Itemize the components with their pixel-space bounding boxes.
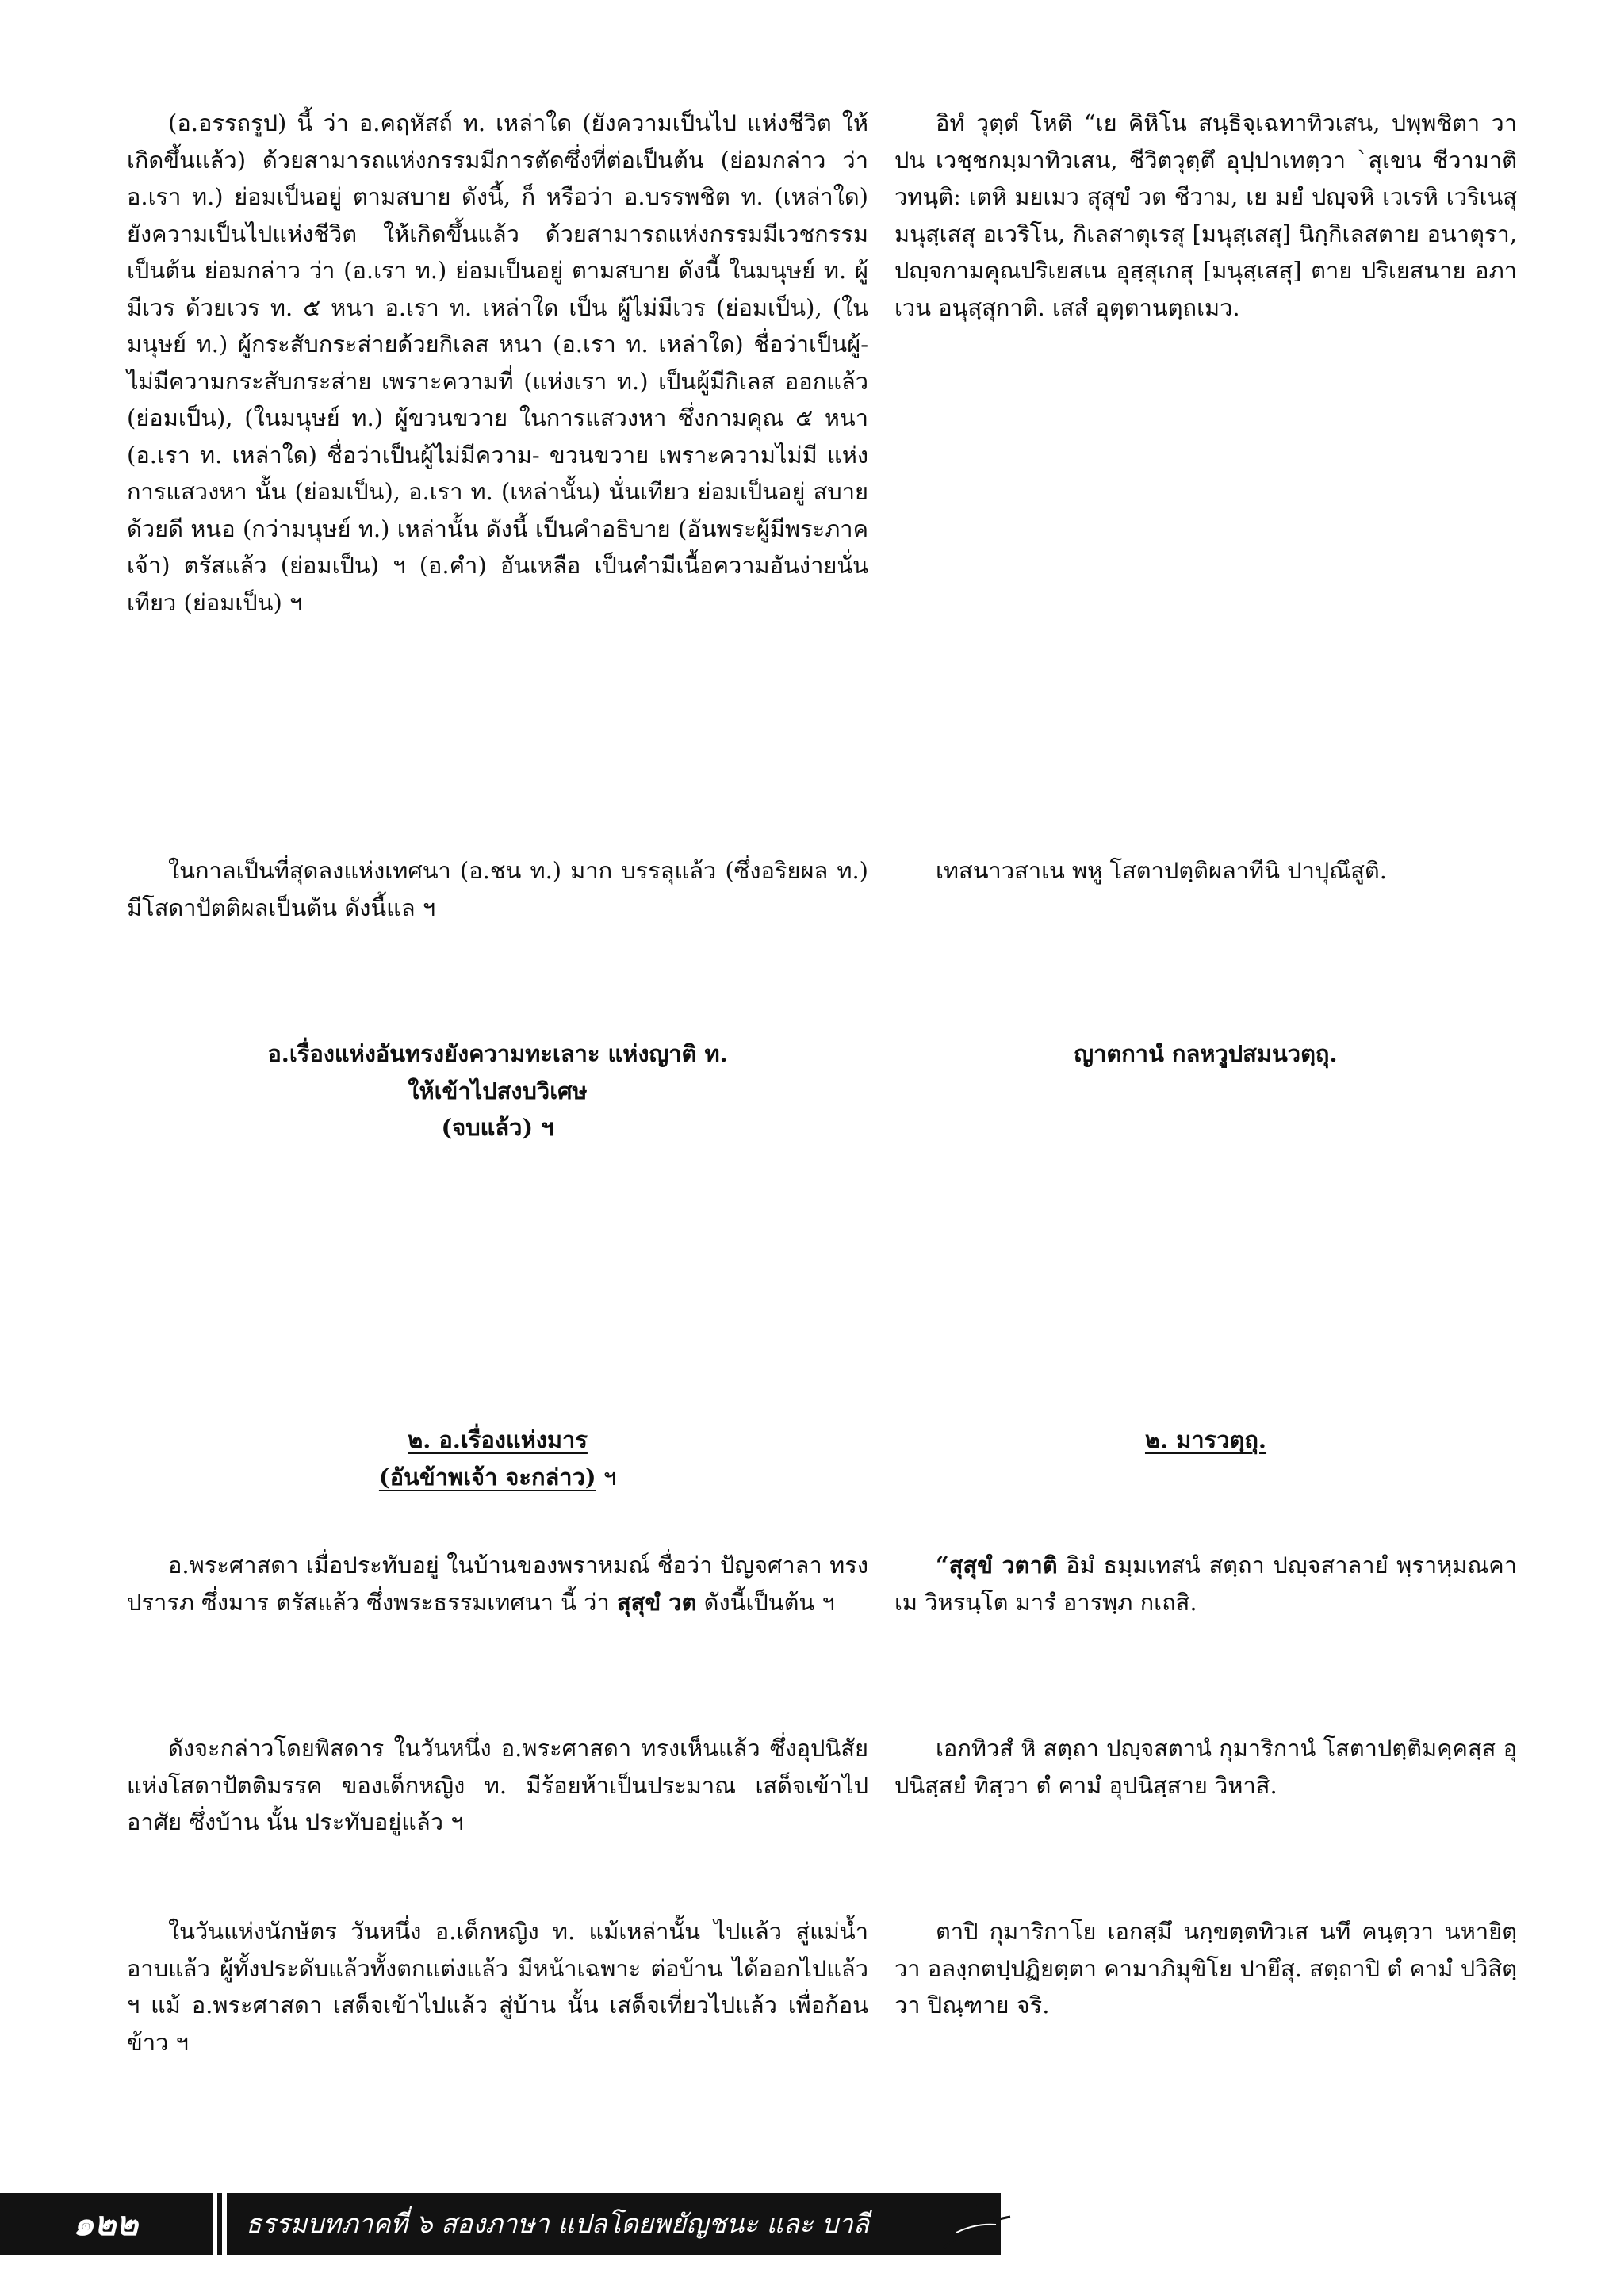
translation-paragraph	[127, 1547, 868, 1621]
footer-divider	[222, 2193, 227, 2255]
story-end-heading-pali	[894, 1035, 1517, 1073]
section-subtitle: (อันข้าพเจ้า จะกล่าว)	[378, 1463, 596, 1490]
pali-paragraph: เอกทิวสํ หิ สตฺถา ปญฺจสตานํ กุมาริกานํ โสตาปตฺติมคฺคสฺส อุปนิสฺสยํ ทิสฺวา ตํ คามํ อุปนิสฺสาย วิหาสิ.	[894, 1735, 1517, 1799]
section2-right-p2-block	[894, 1730, 1517, 1804]
pali-paragraph	[894, 1547, 1517, 1621]
book-title: ธรรมบทภาคที่ ๖ สองภาษา แปลโดยพยัญชนะ และ บาลี	[246, 2208, 869, 2239]
story-end-line: (จบแล้ว) ฯ	[441, 1114, 554, 1141]
section2-left-p2-block	[127, 1730, 868, 1841]
story-end-line: ญาตกานํ กลหวูปสมนวตฺถุ.	[1074, 1040, 1338, 1067]
quoted-verse-start: สุสุขํ วต	[616, 1588, 697, 1616]
footer-divider	[213, 2193, 217, 2255]
translation-paragraph: ในกาลเป็นที่สุดลงแห่งเทศนา (อ.ชน ท.) มาก บรรลุแล้ว (ซึ่งอริยผล ท.) มีโสดาปัตติผลเป็นต้น ดังนี้แล ฯ	[127, 857, 868, 921]
section-title-pali	[894, 1422, 1517, 1459]
story-end-heading-thai	[127, 1035, 868, 1146]
story-end-line: อ.เรื่องแห่งอันทรงยังความทะเลาะ แห่งญาติ ท.	[267, 1040, 728, 1067]
section-subtitle-end: ฯ	[596, 1463, 617, 1490]
section2-right-p1-block	[894, 1547, 1517, 1621]
paragraph-text: ดังนี้เป็นต้น ฯ	[696, 1588, 835, 1616]
section2-right-p3-block	[894, 1913, 1517, 2024]
pali-paragraph: เทสนาวสาเน พหู โสตาปตฺติผลาทีนิ ปาปุณึสูติ.	[936, 857, 1387, 884]
footer-swash-ornament	[920, 2193, 1015, 2256]
upper-right-column	[894, 105, 1517, 326]
upper-right-column-end	[894, 852, 1517, 890]
upper-left-column-end	[127, 852, 868, 926]
section-title: ๒. มารวตฺถุ.	[1144, 1426, 1267, 1453]
pali-paragraph: อิทํ วุตฺตํ โหติ “เย คิหิโน สนฺธิจฺเฉทาทิวเสน, ปพฺพชิตา วา ปน เวชฺชกมฺมาทิวเสน, ชีวิตวุตฺตึ อุปฺปาเทตฺวา `สุเขน ชีวามาติ วทนฺติ: เตหิ มยเมว สุสุขํ วต ชีวาม, เย มยํ ปญฺจหิ เวเรหิ เวริเนสุ มนุสฺเสสุ อเวริโน, กิเลสาตุเรสุ [มนุสฺเสสุ] นิกฺกิเลสตาย อนาตุรา, ปญฺจกามคุณปริเยสเน อุสฺสุเกสุ [มนุสฺเสสุ] ตาย ปริเยสนาย อภาเวน อนุสฺสุกาติ. เสสํ อุตฺตานตฺถเมว.	[894, 109, 1518, 321]
paragraph-text: อิมํ ธมฺมเทสนํ สตฺถา ปญฺจสาลายํ พฺราหฺมณคาเม วิหรนฺโต มารํ อารพฺภ กเถสิ.	[894, 1552, 1517, 1616]
section2-left-p3-block	[127, 1913, 868, 2061]
section-title: ๒. อ.เรื่องแห่งมาร	[408, 1426, 588, 1453]
story-end-line: ให้เข้าไปสงบวิเศษ	[408, 1077, 588, 1104]
pali-paragraph: ตาปิ กุมาริกาโย เอกสฺมึ นกฺขตฺตทิวเส นทึ คนฺตฺวา นหายิตฺวา อลงฺกตปฺปฏิยตฺตา คามาภิมุขิโย ปายึสุ. สตฺถาปิ ตํ คามํ ปวิสิตฺวา ปิณฺฑาย จริ.	[894, 1918, 1517, 2019]
section-title-thai	[127, 1422, 868, 1495]
translation-paragraph: ดังจะกล่าวโดยพิสดาร ในวันหนึ่ง อ.พระศาสดา ทรงเห็นแล้ว ซึ่งอุปนิสัย แห่งโสดาปัตติมรรค ของเด็กหญิง ท. มีร้อยห้าเป็นประมาณ เสด็จเข้าไปอาศัย ซึ่งบ้าน นั้น ประทับอยู่แล้ว ฯ	[127, 1735, 868, 1835]
section2-left-p1-block	[127, 1547, 868, 1621]
translation-paragraph: ในวันแห่งนักษัตร วันหนึ่ง อ.เด็กหญิง ท. แม้เหล่านั้น ไปแล้ว สู่แม่น้ำ อาบแล้ว ผู้ทั้งประดับแล้วทั้งตกแต่งแล้ว มีหน้าเฉพาะ ต่อบ้าน ได้ออกไปแล้ว ฯ แม้ อ.พระศาสดา เสด็จเข้าไปแล้ว สู่บ้าน นั้น เสด็จเที่ยวไปแล้ว เพื่อก้อนข้าว ฯ	[127, 1918, 868, 2056]
quoted-verse-start: “สุสุขํ วตาติ	[936, 1552, 1058, 1578]
translation-paragraph: (อ.อรรถรูป) นี้ ว่า อ.คฤหัสถ์ ท. เหล่าใด (ยังความเป็นไป แห่งชีวิต ให้เกิดขึ้นแล้ว) ด้วยสามารถแห่งกรรมมีการตัดซึ่งที่ต่อเป็นต้น (ย่อมกล่าว ว่า อ.เรา ท.) ย่อมเป็นอยู่ ตามสบาย ดังนี้, ก็ หรือว่า อ.บรรพชิต ท. (เหล่าใด) ยังความเป็นไปแห่งชีวิต ให้เกิดขึ้นแล้ว ด้วยสามารถแห่งกรรมมีเวชกรรมเป็นต้น ย่อมกล่าว ว่า (อ.เรา ท.) ย่อมเป็นอยู่ ตามสบาย ดังนี้ ในมนุษย์ ท. ผู้มีเวร ด้วยเวร ท. ๕ หนา อ.เรา ท. เหล่าใด เป็น ผู้ไม่มีเวร (ย่อมเป็น), (ในมนุษย์ ท.) ผู้กระสับกระส่ายด้วยกิเลส หนา (อ.เรา ท. เหล่าใด) ชื่อว่าเป็นผู้- ไม่มีความกระสับกระส่าย เพราะความที่ (แห่งเรา ท.) เป็นผู้มีกิเลส ออกแล้ว (ย่อมเป็น), (ในมนุษย์ ท.) ผู้ขวนขวาย ในการแสวงหา ซึ่งกามคุณ ๕ หนา (อ.เรา ท. เหล่าใด) ชื่อว่าเป็นผู้ไม่มีความ- ขวนขวาย เพราะความไม่มี แห่งการแสวงหา นั้น (ย่อมเป็น), อ.เรา ท. (เหล่านั้น) นั่นเทียว ย่อมเป็นอยู่ สบายด้วยดี หนอ (กว่ามนุษย์ ท.) เหล่านั้น ดังนี้ เป็นคำอธิบาย (อันพระผู้มีพระภาคเจ้า) ตรัสแล้ว (ย่อมเป็น) ฯ (อ.คำ) อันเหลือ เป็นคำมีเนื้อความอันง่ายนั่นเทียว (ย่อมเป็น) ฯ	[127, 109, 868, 616]
upper-left-column	[127, 105, 868, 621]
paragraph-text: อ.พระศาสดา เมื่อประทับอยู่ ในบ้านของพราหมณ์ ชื่อว่า ปัญจศาลา ทรงปรารภ ซึ่งมาร ตรัสแล้ว ซึ่งพระธรรมเทศนา นี้ ว่า	[127, 1552, 868, 1616]
page-number: ๑๒๒	[73, 2204, 139, 2243]
